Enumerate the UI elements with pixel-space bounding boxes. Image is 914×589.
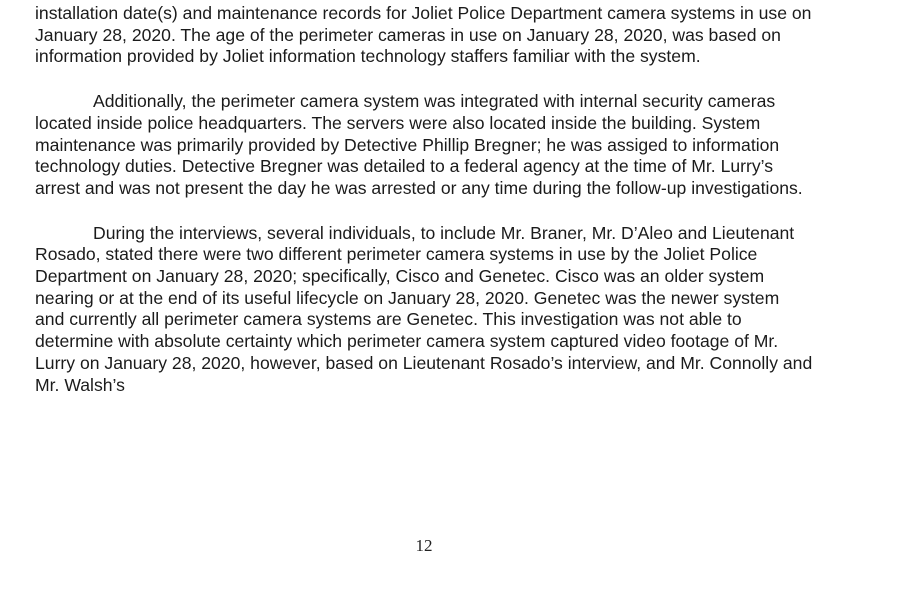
paragraph-continuation: installation date(s) and maintenance records for Joliet Police Department camera systems in use on January 28, 2020. The age of the perimeter cameras in use on January 28, 2020, was based on information provided by Joliet information technology staffers familiar with the system.	[35, 3, 812, 67]
paragraph-interviews: During the interviews, several individuals, to include Mr. Braner, Mr. D’Aleo and Lieutenant Rosado, stated there were two different perimeter camera systems in use by the Joliet Police Department on January 28, 2020; specifically, Cisco and Genetec. Cisco was an older system nearing or at the end of its useful lifecycle on January 28, 2020. Genetec was the newer system and currently all perimeter camera systems are Genetec. This investigation was not able to determine with absolute certainty which perimeter camera system captured video footage of Mr. Lurry on January 28, 2020, however, based on Lieutenant Rosado’s interview, and Mr. Connolly and Mr. Walsh’s	[35, 222, 813, 395]
document-text-block	[35, 3, 813, 419]
page-number: 12	[415, 536, 433, 555]
paragraph-additionally: Additionally, the perimeter camera system was integrated with internal security cameras located inside police headquarters. The servers were also located inside the building. System maintenance was primarily provided by Detective Phillip Bregner; he was assiged to information technology duties. Detective Bregner was detailed to a federal agency at the time of Mr. Lurry’s arrest and was not present the day he was arrested or any time during the follow-up investigations.	[35, 91, 803, 198]
